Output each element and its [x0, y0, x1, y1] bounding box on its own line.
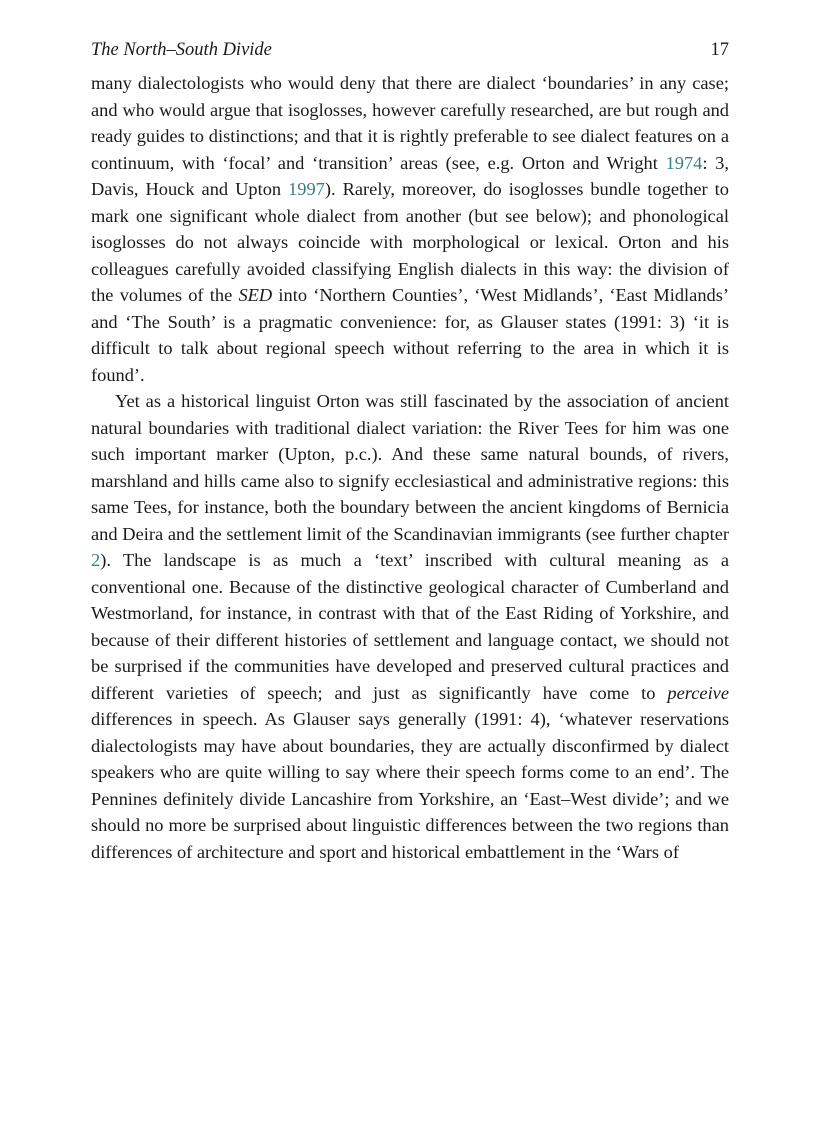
body-text: [91, 70, 729, 865]
text-run: differences in speech. As Glauser says generally (1991: 4), ‘whatever reservations dialectologists may have about boundaries, they are actually disconfirmed by dialect speakers who are quite willing to say where their speech forms come to an end’. The Pennines definitely divide Lancashire from Yorkshire, an ‘East–West divide’; and we should no more be surprised about linguistic differences between the two regions than differences of architecture and sport and historical embattlement in the ‘Wars of: [91, 709, 729, 862]
text-run: : 3, Davis, Houck and Upton: [91, 152, 729, 199]
running-title: The North–South Divide: [91, 40, 272, 60]
cross-reference-link[interactable]: 2: [91, 550, 101, 570]
running-head: [91, 38, 729, 62]
page-number: 17: [710, 40, 729, 60]
emphasis-text: perceive: [667, 682, 729, 703]
cross-reference-link[interactable]: 1974: [665, 152, 703, 173]
text-run: Yet as a historical linguist Orton was still fascinated by the association of ancient natural boundaries with traditional dialect variation: the River Tees for him was one such important marker (Upton, p.c.). And these same natural bounds, of rivers, marshland and hills came also to signify ecclesiastical and administrative regions: this same Tees, for instance, both the boundary between the ancient kingdoms of Bernicia and Deira and the settlement limit of the Scandinavian immigrants (see further chapter: [91, 391, 729, 544]
text-run: ). Rarely, moreover, do isoglosses bundle together to mark one significant whole dialect from another (but see below); and phonological isoglosses do not always coincide with morphological or lexical. Orton and his colleagues carefully avoided classifying English dialects in this way: the division of the volumes of the: [91, 179, 729, 305]
text-run: into ‘Northern Counties’, ‘West Midlands’, ‘East Midlands’ and ‘The South’ is a pragmatic convenience: for, as Glauser states (1991: 3) ‘it is difficult to talk about regional speech without referring to the area in which it is found’.: [91, 285, 729, 385]
paragraph-1: [91, 70, 729, 388]
cross-reference-link[interactable]: 1997: [288, 179, 325, 199]
text-run: ). The landscape is as much a ‘text’ inscribed with cultural meaning as a conventional one. Because of the distinctive geological character of Cumberland and Westmorland, for instance, in contrast with that of the East Riding of Yorkshire, and because of their different histories of settlement and language contact, we should not be surprised if the communities have developed and preserved cultural practices and different varieties of speech; and just as significantly have come to: [91, 550, 729, 703]
emphasis-text: SED: [238, 285, 273, 305]
text-run: many dialectologists who would deny that there are dialect ‘boundaries’ in any case; and who would argue that isoglosses, however carefully researched, are but rough and ready guides to distinctions; and that it is rightly preferable to see dialect features on a continuum, with ‘focal’ and ‘transition’ areas (see, e.g. Orton and Wright: [91, 73, 729, 173]
paragraph-2: [91, 388, 729, 865]
document-page: [91, 38, 729, 865]
